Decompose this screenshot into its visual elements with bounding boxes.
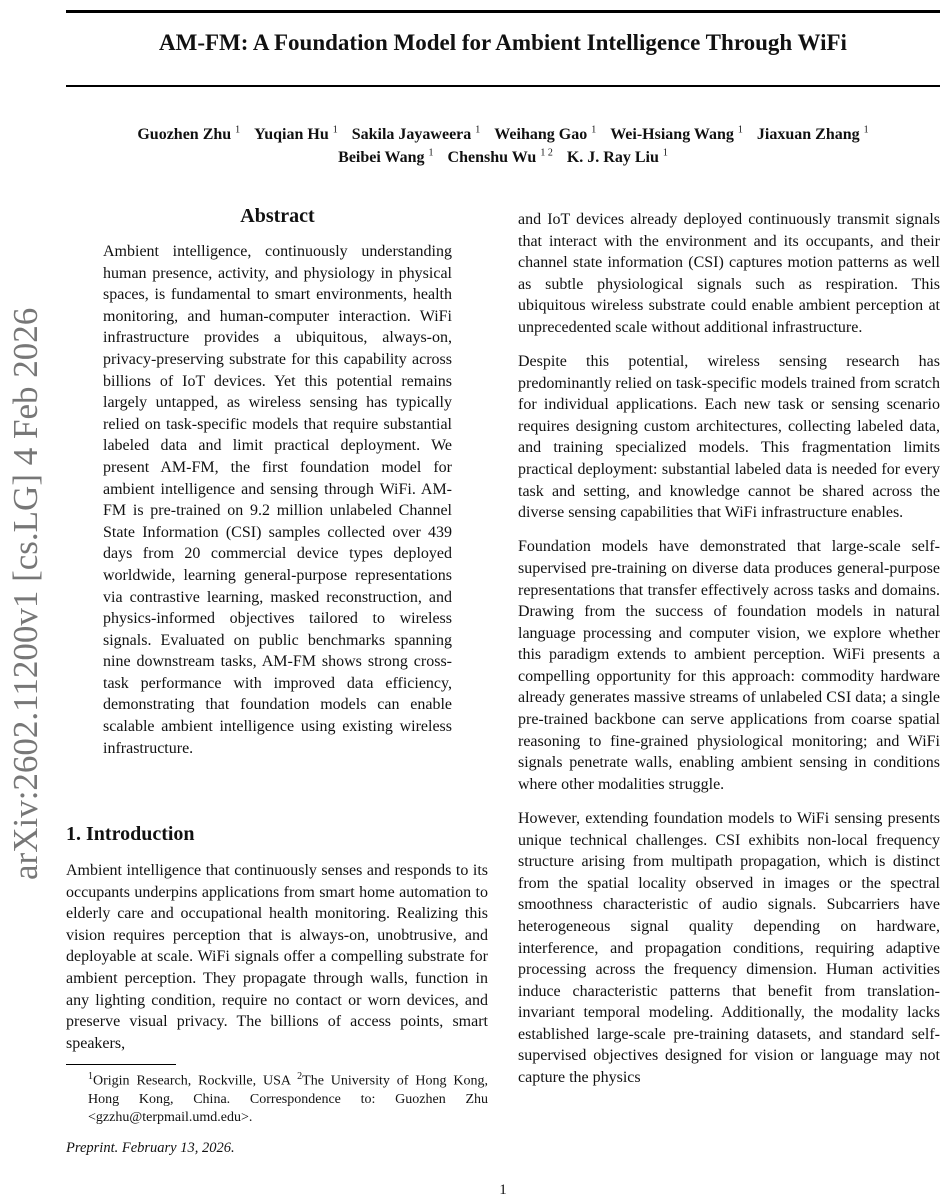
affiliation-2-correspondence: The University of Hong Kong, Hong Kong, China. Correspondence to: Guozhen Zhu <gzzhu@terpmail.umd.edu>. [88,1073,488,1125]
author-list [66,148,940,167]
author-name: K. J. Ray Liu [566,149,659,167]
author-name: Guozhen Zhu [137,126,232,144]
author-affiliation-mark: 1 [662,148,668,159]
author [610,126,743,143]
top-rule [66,10,940,13]
paragraph: and IoT devices already deployed continuously transmit signals that interact with the environment and its occupants, and their channel state information (CSI) captures motion patterns as well as subtle physiological signals such as respiration. This ubiquitous wireless substrate could enable ambient perception at unprecedented scale without additional infrastructure. [518,211,940,336]
author-affiliation-mark: 1 [475,125,481,136]
abstract-text: Ambient intelligence, continuously understanding human presence, activity, and physiology in physical spaces, is fundamental to smart environments, health monitoring, and human-computer interaction. WiFi infrastructure provides a ubiquitous, always-on, privacy-preserving substrate for this capability across billions of IoT devices. Yet this potential remains largely untapped, as wireless sensing has typically relied on task-specific models that require substantial labeled data and limit practical deployment. We present AM-FM, the first foundation model for ambient intelligence and sensing through WiFi. AM-FM is pre-trained on 9.2 million unlabeled Channel State Information (CSI) samples collected over 439 days from 20 commercial device types deployed worldwide, learning general-purpose representations via contrastive learning, masked reconstruction, and physics-informed objectives tailored to wireless signals. Evaluated on public benchmarks spanning nine downstream tasks, AM-FM shows strong cross-task performance with improved data efficiency, demonstrating that foundation models can enable scalable ambient intelligence using existing wireless infrastructure. [103,243,452,757]
author-name: Jiaxuan Zhang [756,126,860,144]
author [137,126,240,143]
author-affiliation-mark: 1 [332,125,338,136]
author [338,149,433,166]
author-name: Chenshu Wu [447,149,537,167]
title-rule [66,85,940,87]
abstract-body [103,241,452,772]
author-affiliation-mark: 1 [428,148,434,159]
author-name: Beibei Wang [338,149,425,167]
author-affiliation-mark: 1 [591,125,597,136]
footnote-rule [66,1064,176,1065]
arxiv-identifier[interactable]: arXiv:2602.11200v1 [cs.LG] 4 Feb 2026 [6,307,45,880]
left-column-body [66,860,488,1067]
right-column-body [518,209,940,1101]
author [254,126,338,143]
footnote [66,1068,488,1127]
author [567,149,668,166]
author-affiliation-mark: 1 [863,125,869,136]
author-name: Yuqian Hu [254,126,329,144]
paragraph: Despite this potential, wireless sensing research has predominantly relied on task-specific models trained from scratch for individual applications. Each new task or sensing scenario requires designing custom architectures, collecting labeled data, and training specialized models. This fragmentation limits practical deployment: substantial labeled data is needed for every task and setting, and knowledge cannot be shared across the diverse sensing capabilities that WiFi infrastructure enables. [518,353,940,522]
author [352,126,481,143]
author-name: Weihang Gao [494,126,588,144]
aff-mark: 1 [88,1071,93,1082]
author [494,126,596,143]
paragraph: Ambient intelligence that continuously senses and responds to its occupants underpins applications from smart home automation to elderly care and occupational health monitoring. Realizing this vision requires perception that is always-on, unobtrusive, and deployable at scale. WiFi signals offer a compelling substrate for ambient perception. They propagate through walls, function in any lighting condition, require no contact or worn devices, and preserve visual privacy. The billions of access points, smart speakers, [66,862,488,1052]
paragraph: However, extending foundation models to WiFi sensing presents unique technical challenges. CSI exhibits non-local frequency structure arising from multipath propagation, which is distinct from the spatial locality observed in images or the spectral smoothness characteristic of audio signals. Subcarriers have heterogeneous signal quality depending on hardware, interference, and propagation conditions, requiring adaptive processing across the frequency dimension. Human activities induce characteristic patterns that benefit from translation-invariant temporal modeling. Additionally, the modality lacks established large-scale pre-training datasets, and standard self-supervised objectives designed for vision or language may not capture the physics [518,809,940,1087]
author [448,149,553,166]
author [757,126,869,143]
author-name: Wei-Hsiang Wang [610,126,734,144]
preprint-note: Preprint. February 13, 2026. [66,1140,235,1156]
author-affiliation-mark: 1 [737,125,743,136]
affiliation-1: Origin Research, Rockville, USA [93,1073,298,1089]
author-name: Sakila Jayaweera [351,126,472,144]
abstract-heading: Abstract [240,205,315,227]
author-affiliation-mark: 1 2 [540,148,553,159]
paper-title: AM-FM: A Foundation Model for Ambient Intelligence Through WiFi [159,30,847,55]
page-number: 1 [499,1182,507,1198]
author-affiliation-mark: 1 [235,125,241,136]
paragraph: Foundation models have demonstrated that large-scale self-supervised pre-training on diverse data produces general-purpose representations that transfer effectively across tasks and domains. Drawing from the success of foundation models in natural language processing and computer vision, we explore whether this paradigm extends to ambient perception. WiFi presents a compelling opportunity for this approach: commodity hardware already generates massive streams of unlabeled CSI data; a single pre-trained backbone can serve applications from coarse spatial reasoning to fine-grained physiological monitoring; and WiFi signals penetrate walls, enabling ambient sensing in conditions where other modalities struggle. [518,538,940,793]
section-heading: 1. Introduction [66,823,195,845]
aff-mark: 2 [297,1071,303,1082]
author-list [66,125,940,144]
